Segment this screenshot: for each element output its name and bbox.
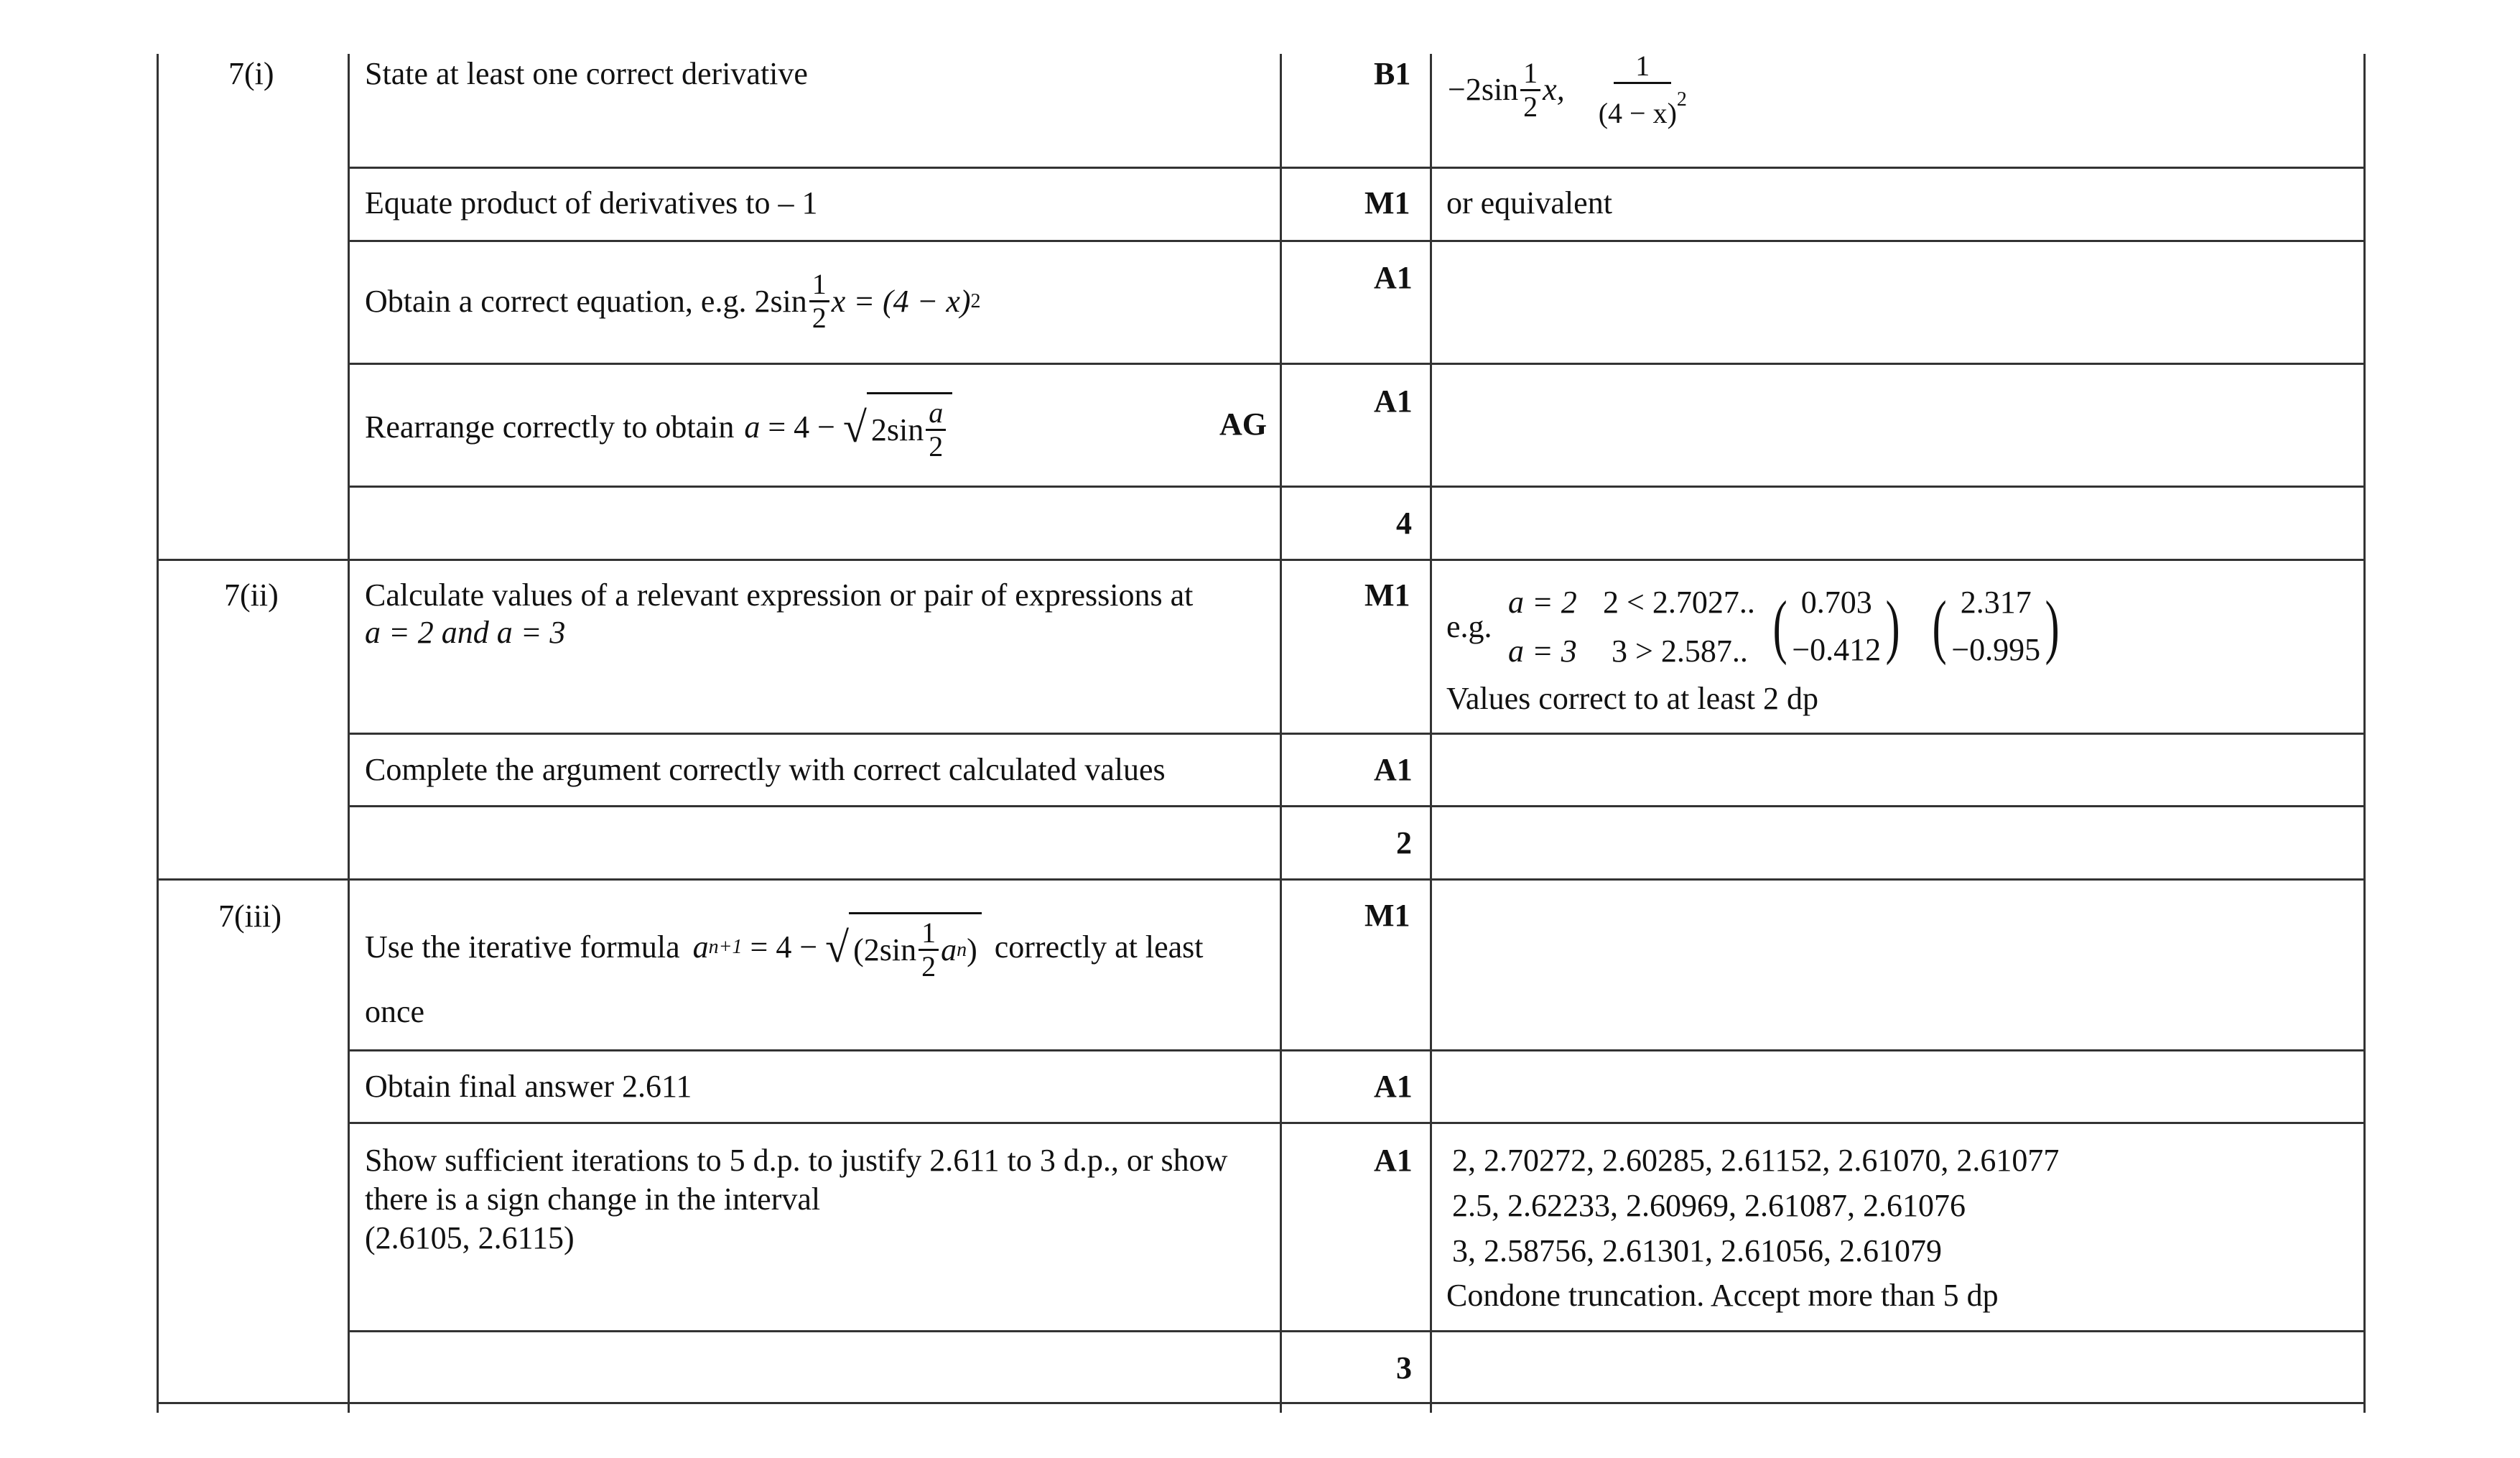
vector-entry: 2.317 — [1960, 585, 2032, 620]
fraction-numerator: 1 — [809, 269, 829, 302]
mark-code: A1 — [1374, 752, 1413, 787]
root-suffix: ) — [967, 932, 977, 967]
guidance-note: Condone truncation. Accept more than 5 dp — [1446, 1278, 1999, 1313]
iteration-values: 2.5, 2.62233, 2.60969, 2.61087, 2.61076 — [1452, 1188, 1966, 1223]
variable-a: a — [692, 929, 709, 965]
square-root-icon: √ — [842, 404, 867, 451]
iteration-values: 3, 2.58756, 2.61301, 2.61056, 2.61079 — [1452, 1233, 1942, 1268]
row-divider — [348, 733, 2366, 735]
variable-a: a — [744, 409, 761, 445]
variable-a: a — [941, 932, 957, 967]
iteration-prefix: Use the iterative formula — [365, 929, 680, 965]
formula-middle: = 4 − — [760, 409, 843, 445]
iteration-suffix: correctly at least — [994, 929, 1204, 965]
example-label: e.g. — [1446, 609, 1492, 644]
equation-suffix: x = (4 − x) — [831, 283, 971, 319]
table-border-bottom — [157, 1402, 2366, 1404]
root-prefix: 2sin — [870, 412, 924, 447]
answer-given-tag: AG — [1219, 407, 1267, 442]
fraction-numerator: a — [926, 397, 946, 431]
equation-prefix: Obtain a correct equation, e.g. 2sin — [365, 283, 807, 319]
fraction-numerator: 1 — [919, 917, 939, 951]
mark-code: M1 — [1364, 577, 1410, 613]
right-paren-icon: ) — [2045, 586, 2060, 666]
evaluation-a-value: a = 3 — [1508, 633, 1577, 669]
root-content — [867, 392, 952, 463]
fraction — [926, 397, 946, 463]
fraction-denominator — [1596, 84, 1690, 129]
value-vector — [1928, 579, 2064, 674]
subscript: n+1 — [708, 936, 743, 958]
fraction-denominator: 2 — [1523, 90, 1538, 123]
row-divider — [348, 1122, 2366, 1124]
row-description: Equate product of derivatives to – 1 — [365, 185, 818, 220]
evaluation-comparison: 2 < 2.7027.. — [1603, 585, 1755, 620]
row-description: there is a sign change in the interval — [365, 1181, 821, 1217]
mark-code: A1 — [1374, 1069, 1413, 1104]
derivative-2-fraction — [1596, 50, 1690, 129]
fraction — [919, 917, 939, 983]
row-description: Complete the argument correctly with correct calculated values — [365, 752, 1166, 787]
fraction-denominator: 2 — [929, 430, 944, 463]
square-root-icon: √ — [825, 924, 850, 971]
formula-middle: = 4 − — [742, 929, 826, 965]
question-label: 7(ii) — [224, 577, 279, 613]
mark-code: M1 — [1364, 898, 1410, 933]
row-description: once — [365, 994, 425, 1029]
question-divider — [157, 878, 2366, 881]
row-description: State at least one correct derivative — [365, 56, 808, 91]
row-description: a = 2 and a = 3 — [365, 615, 566, 650]
row-divider — [348, 363, 2366, 365]
left-paren-icon: ( — [1932, 586, 1947, 666]
row-description: Calculate values of a relevant expression or pair of expressions at — [365, 577, 1194, 613]
left-paren-icon: ( — [1772, 586, 1787, 666]
row-divider — [348, 167, 2366, 169]
row-divider — [348, 805, 2366, 807]
row-divider — [348, 486, 2366, 488]
value-vector — [1768, 579, 1905, 674]
exponent: 2 — [970, 289, 981, 312]
vector-values — [1792, 579, 1881, 674]
evaluation-comparison: 3 > 2.587.. — [1612, 633, 1748, 669]
derivative-note — [1448, 50, 1692, 129]
fraction — [809, 269, 829, 334]
mark-code: B1 — [1374, 56, 1411, 91]
right-paren-icon: ) — [1885, 586, 1900, 666]
fraction-numerator: 1 — [1520, 57, 1540, 91]
row-divider — [348, 1049, 2366, 1051]
fraction-denominator: 2 — [921, 950, 936, 983]
mark-code: A1 — [1374, 384, 1413, 419]
root-prefix: (2sin — [853, 932, 917, 967]
question-divider — [157, 559, 2366, 561]
subtotal-marks: 4 — [1396, 506, 1412, 541]
fraction-numerator: 1 — [1614, 50, 1671, 84]
mark-code: A1 — [1374, 260, 1413, 295]
equation-description — [365, 269, 981, 334]
guidance-note: or equivalent — [1446, 185, 1612, 220]
iteration-values: 2, 2.70272, 2.60285, 2.61152, 2.61070, 2.61077 — [1452, 1143, 2060, 1178]
row-description: Obtain final answer 2.611 — [365, 1069, 692, 1104]
row-divider — [348, 240, 2366, 242]
vector-entry: 0.703 — [1800, 585, 1872, 620]
mark-code: M1 — [1364, 185, 1410, 220]
evaluation-a-value: a = 2 — [1508, 585, 1577, 620]
row-divider — [348, 1330, 2366, 1332]
vector-values — [1951, 579, 2040, 674]
subtotal-marks: 3 — [1396, 1350, 1412, 1385]
row-description: (2.6105, 2.6115) — [365, 1220, 575, 1255]
subtotal-marks: 2 — [1396, 825, 1412, 860]
iteration-description — [365, 912, 1203, 983]
accuracy-note: Values correct to at least 2 dp — [1446, 681, 1819, 716]
table-border-left — [157, 54, 159, 1413]
row-description: Show sufficient iterations to 5 d.p. to justify 2.611 to 3 d.p., or show — [365, 1143, 1228, 1178]
derivative-1-prefix: −2sin — [1448, 72, 1519, 107]
question-label: 7(i) — [228, 56, 274, 91]
root-content — [849, 912, 982, 983]
derivative-1-suffix: x, — [1543, 72, 1565, 107]
rearrange-description — [365, 392, 952, 463]
rearrange-prefix: Rearrange correctly to obtain — [365, 409, 735, 445]
denominator-base: (4 − x) — [1598, 97, 1677, 129]
mark-code: A1 — [1374, 1143, 1413, 1178]
fraction — [1520, 57, 1540, 123]
vector-entry: −0.412 — [1792, 632, 1882, 667]
vector-entry: −0.995 — [1951, 632, 2041, 667]
subscript: n — [957, 938, 967, 961]
fraction-denominator: 2 — [812, 302, 827, 334]
exponent: 2 — [1676, 88, 1687, 111]
question-label: 7(iii) — [218, 899, 282, 934]
